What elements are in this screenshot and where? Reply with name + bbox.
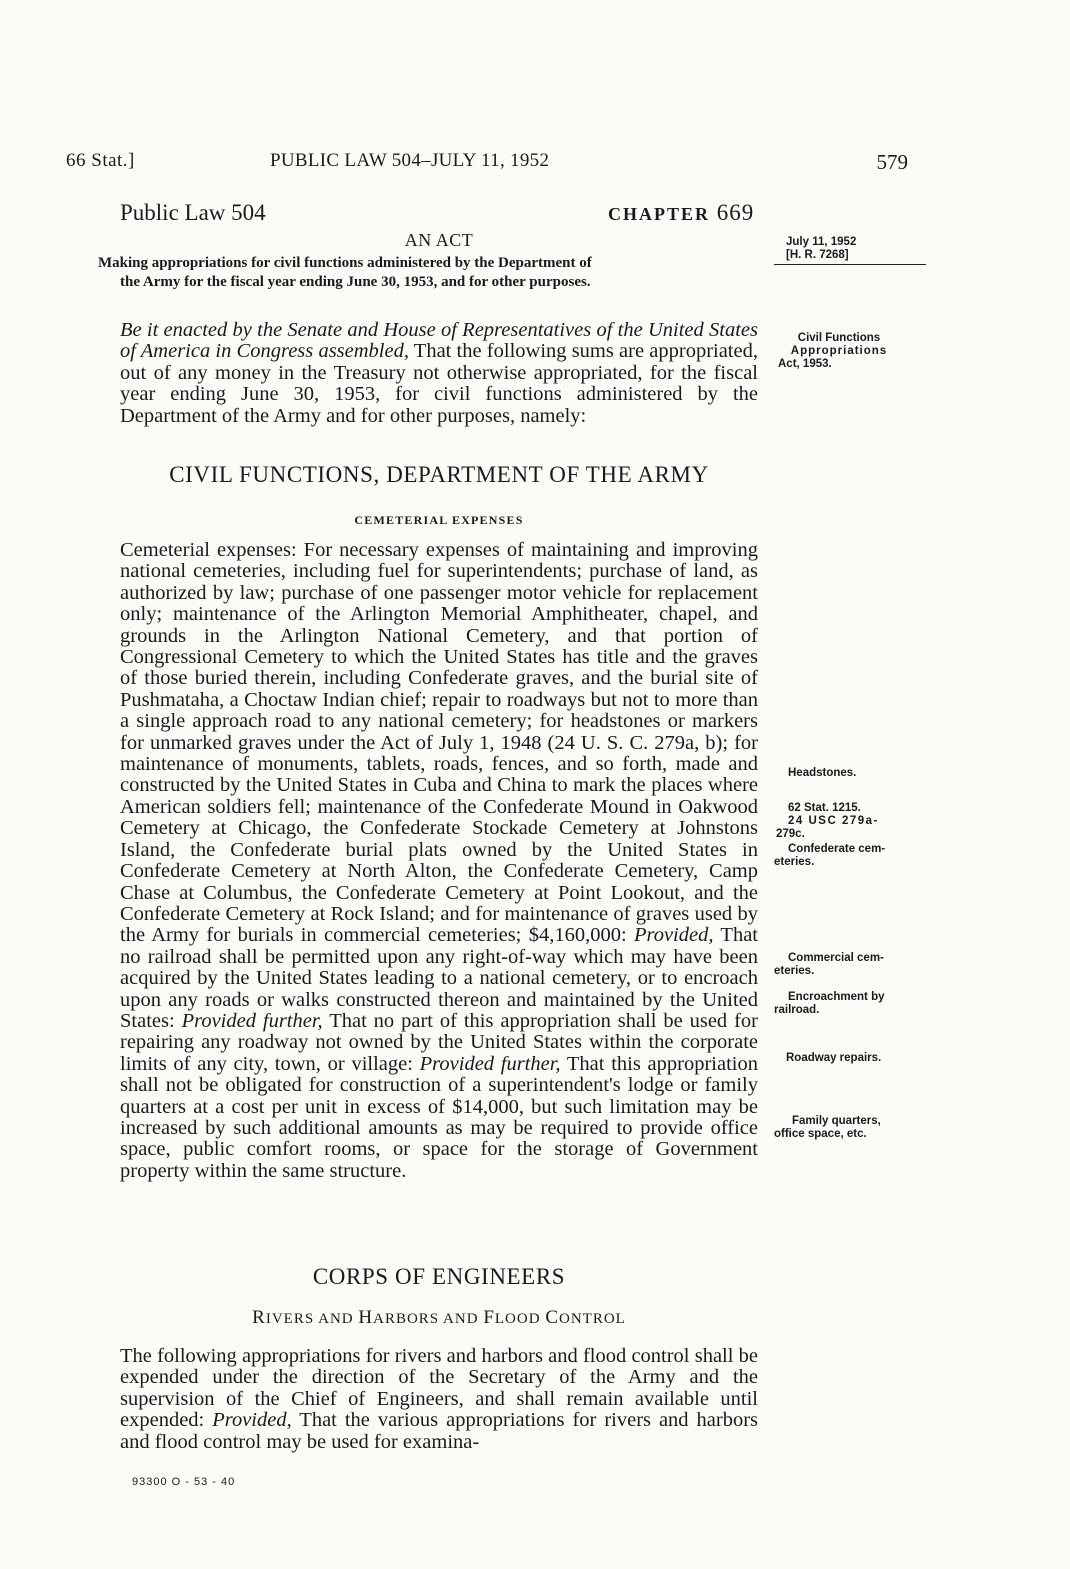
- cemeterial-part-4: That this appropriation shall not be obligated for construction of a superintendent's lodge or family quarters at a cost per unit in excess of $14,000, but such limitation may be increased by such additional amounts as may be required to provide office space, public comfort rooms, or space for the storage of Government property within the same structure.: [120, 1052, 758, 1182]
- margin-stat-line-2: 24 USC 279a-: [788, 815, 879, 827]
- rivers-provided: Provided,: [212, 1409, 292, 1432]
- margin-confed-line-2: eteries.: [774, 856, 815, 868]
- cemeterial-provided-3: Provided further,: [419, 1052, 561, 1075]
- margin-family-line-2: office space, etc.: [774, 1128, 867, 1140]
- rivers-small-1: IVERS AND: [265, 1311, 359, 1327]
- margin-comm-line-2: eteries.: [774, 965, 815, 977]
- cemeterial-expenses-paragraph: [120, 540, 758, 1182]
- purpose-line-1: Making appropriations for civil functions administered by the Department of: [98, 255, 592, 271]
- section-title-corps-of-engineers: CORPS OF ENGINEERS: [312, 1264, 566, 1289]
- rivers-small-2: ARBORS AND: [373, 1311, 484, 1327]
- chapter-number: 669: [716, 200, 755, 225]
- margin-note-date: [774, 236, 926, 265]
- rivers-part-1: The following appropriations for rivers and harbors and flood control shall be expended under the direction of the Secretary of the Army and the supervision of the Chief of Engineers, and shall remain available until expended:: [120, 1345, 758, 1432]
- act-purpose: [98, 254, 758, 292]
- enacting-italic: Be it enacted by the Senate and House of Representatives of the United States of America in Congress assembled,: [120, 319, 758, 363]
- margin-civil-line-2: Appropriations: [790, 345, 888, 357]
- act-title: AN ACT: [404, 230, 474, 250]
- margin-family-line-1: Family quarters,: [792, 1115, 881, 1127]
- rivers-harbors-paragraph: [120, 1346, 758, 1453]
- subheading-rivers-harbors-flood-control: [120, 1307, 758, 1329]
- margin-encr-line-1: Encroachment by: [788, 991, 885, 1003]
- margin-note-civil-functions: [774, 332, 904, 371]
- enacting-clause: [120, 320, 758, 427]
- public-law-label: Public Law 504: [120, 200, 266, 225]
- page-number: 579: [876, 150, 908, 174]
- rivers-small-4: ONTROL: [559, 1311, 626, 1327]
- margin-note-headstones: Headstones.: [788, 767, 857, 779]
- cemeterial-part-2: That no railroad shall be permitted upon any right-of-way which may have been acquired by the United States leading to a national cemetery, or to encroach upon any roads or walks constructed thereon and maintained by the United States:: [120, 924, 758, 1032]
- rivers-cap-r: R: [252, 1307, 266, 1328]
- rivers-small-3: LOOD: [494, 1311, 546, 1327]
- running-header-volume: 66 Stat.]: [66, 150, 135, 171]
- margin-note-family: [774, 1115, 914, 1141]
- rivers-cap-c: C: [545, 1307, 559, 1328]
- cemeterial-part-1: Cemeterial expenses: For necessary expenses of maintaining and improving national cemeteries, including fuel for superintendents; purchase of land, as authorized by law; purchase of one passenger motor vehicle for replacement only; maintenance of the Arlington Memorial Amphitheater, chapel, and grounds in the Arlington National Cemetery, and that portion of Congressional Cemetery to which the United States has title and the graves of those buried therein, including Confederate graves, and the burial site of Pushmataha, a Choctaw Indian chief; repair to roadways but not to more than a single approach road to any national cemetery; for headstones or markers for unmarked graves under the Act of July 1, 1948 (24 U. S. C. 279a, b); for maintenance of monuments, tablets, roads, fences, and so forth, made and constructed by the United States in Cuba and China to mark the places where American soldiers fell; maintenance of the Confederate Mound in Oakwood Cemetery at Chicago, the Confederate Stockade Cemetery at Johnstons Island, the Confederate burial plats owned by the United States in Confederate Cemetery at North Alton, the Confederate Cemetery, Camp Chase at Columbus, the Confederate Cemetery at Point Lookout, and the Confederate Cemetery at Rock Island; and for maintenance of graves used by the Army for burials in commercial cemeteries; $4,160,000:: [120, 539, 758, 947]
- rivers-cap-h: H: [358, 1307, 374, 1328]
- rivers-part-2: That the various appropriations for rivers and harbors and flood control may be used for examina-: [120, 1409, 758, 1453]
- chapter-word: CHAPTER: [608, 204, 711, 224]
- margin-hr: [H. R. 7268]: [786, 249, 849, 261]
- margin-civil-line-3: Act, 1953.: [778, 358, 832, 370]
- enacting-rest: That the following sums are appropriated, out of any money in the Treasury not otherwise appropriated, for the fiscal year ending June 30, 1953, for civil functions administered by the Department of the Army and for other purposes, namely:: [120, 340, 758, 427]
- rivers-cap-f: F: [483, 1307, 495, 1328]
- print-code-footer: 93300 O - 53 - 40: [132, 1476, 236, 1488]
- margin-note-roadway: Roadway repairs.: [786, 1052, 882, 1064]
- margin-note-encroachment: [774, 991, 914, 1017]
- running-header-title: PUBLIC LAW 504–JULY 11, 1952: [270, 150, 550, 171]
- margin-civil-line-1: Civil Functions: [797, 332, 881, 344]
- subheading-cemeterial-expenses: CEMETERIAL EXPENSES: [354, 513, 524, 527]
- chapter-label: [608, 200, 754, 226]
- margin-confed-line-1: Confederate cem-: [788, 843, 886, 855]
- margin-note-confederate: [774, 843, 914, 869]
- margin-comm-line-1: Commercial cem-: [788, 952, 884, 964]
- section-title-civil-functions: CIVIL FUNCTIONS, DEPARTMENT OF THE ARMY: [169, 462, 709, 487]
- margin-date: July 11, 1952: [786, 236, 857, 248]
- margin-note-commercial: [774, 952, 914, 978]
- margin-encr-line-2: railroad.: [774, 1004, 820, 1016]
- margin-note-stat: [776, 802, 916, 841]
- cemeterial-part-3: That no part of this appropriation shall be used for repairing any roadway not owned by the United States within the corporate limits of any city, town, or village:: [120, 1009, 758, 1075]
- purpose-line-2: the Army for the fiscal year ending June 30, 1953, and for other purposes.: [120, 274, 591, 290]
- cemeterial-provided-1: Provided,: [633, 924, 714, 947]
- margin-stat-line-1: 62 Stat. 1215.: [788, 802, 861, 814]
- margin-stat-line-3: 279c.: [776, 828, 805, 840]
- cemeterial-provided-2: Provided further,: [181, 1009, 323, 1032]
